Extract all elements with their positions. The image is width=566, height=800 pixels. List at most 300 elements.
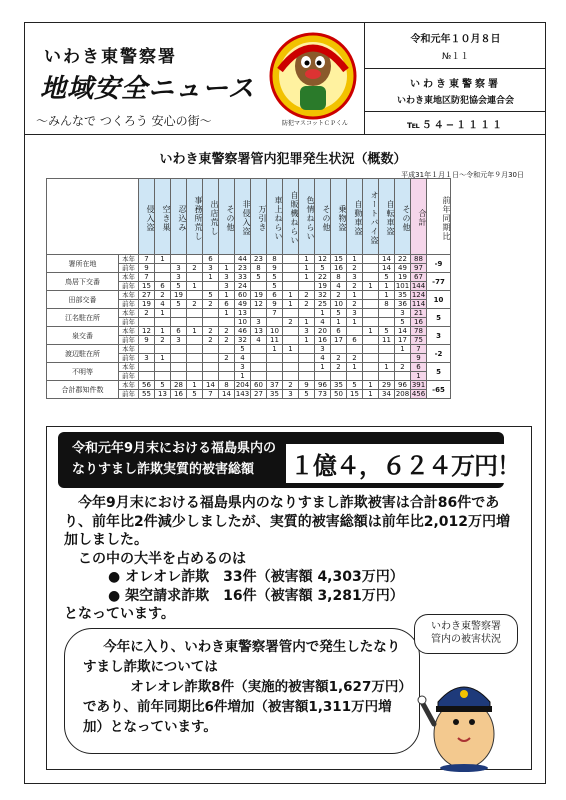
- stat-cell: 16: [171, 390, 187, 399]
- year-label: 前年: [119, 354, 139, 363]
- stat-cell: 1: [331, 318, 347, 327]
- stat-cell: [203, 363, 219, 372]
- stat-cell: 32: [235, 336, 251, 345]
- stat-cell: [187, 255, 203, 264]
- stat-cell: [299, 372, 315, 381]
- stat-cell: [299, 282, 315, 291]
- stat-cell: 33: [235, 273, 251, 282]
- year-label: 前年: [119, 318, 139, 327]
- stat-cell: [187, 372, 203, 381]
- column-header: 非侵入盗: [235, 179, 251, 255]
- mascot-cp-kun-logo: [266, 30, 360, 130]
- stat-cell: 23: [251, 255, 267, 264]
- stat-cell: [187, 309, 203, 318]
- header-divider: [24, 134, 546, 135]
- stat-cell: 73: [315, 390, 331, 399]
- stat-cell: 10: [267, 327, 283, 336]
- telephone: ℡５４−１１１１: [406, 120, 505, 131]
- stat-cell: [331, 372, 347, 381]
- stat-cell: 7: [411, 345, 427, 354]
- stat-cell: 2: [347, 300, 363, 309]
- column-header: 忍込み: [171, 179, 187, 255]
- stat-cell: [203, 372, 219, 381]
- local-damage-callout: [64, 628, 420, 754]
- year-label: 本年: [119, 363, 139, 372]
- stat-cell: 1: [219, 309, 235, 318]
- stat-cell: [171, 372, 187, 381]
- stat-cell: [203, 345, 219, 354]
- stat-cell: [363, 300, 379, 309]
- stat-cell: 1: [347, 291, 363, 300]
- stat-cell: 25: [315, 300, 331, 309]
- stat-cell: [363, 255, 379, 264]
- stat-cell: 3: [283, 390, 299, 399]
- column-header: 前年同期比: [427, 179, 451, 255]
- stat-cell: [363, 309, 379, 318]
- paragraph: 今年9月末における福島県内のなりすまし詐欺被害は合計86件であり、前年比2件減少しましたが、実質的被害総額は前年比2,012万円増加しました。: [64, 495, 511, 548]
- stat-cell: [155, 264, 171, 273]
- stat-cell: 1: [283, 291, 299, 300]
- stat-cell: 9: [139, 336, 155, 345]
- stat-cell: 8: [331, 273, 347, 282]
- stat-cell: [251, 372, 267, 381]
- stat-cell: [283, 309, 299, 318]
- column-header: 合計: [411, 179, 427, 255]
- stat-cell: [267, 318, 283, 327]
- stat-cell: 6: [171, 327, 187, 336]
- stat-cell: 9: [139, 264, 155, 273]
- column-header: 車上ねらい: [267, 179, 283, 255]
- stat-cell: 1: [315, 309, 331, 318]
- stat-cell: [283, 255, 299, 264]
- stat-cell: 2: [299, 291, 315, 300]
- article-body: [64, 494, 524, 624]
- year-label: 本年: [119, 345, 139, 354]
- stat-cell: 5: [347, 381, 363, 390]
- stat-cell: [171, 354, 187, 363]
- stat-cell: 16: [411, 318, 427, 327]
- year-label: 本年: [119, 327, 139, 336]
- stat-cell: 97: [411, 264, 427, 273]
- stat-cell: 27: [251, 390, 267, 399]
- stat-cell: [363, 336, 379, 345]
- area-name: 田部交番: [47, 291, 119, 309]
- stat-cell: [379, 345, 395, 354]
- stat-cell: 50: [331, 390, 347, 399]
- newsletter-title: 地域安全ニュース: [40, 74, 255, 104]
- stat-cell: [139, 345, 155, 354]
- divider: [365, 111, 546, 112]
- stat-cell: [331, 345, 347, 354]
- stat-cell: 5: [171, 282, 187, 291]
- year-label: 前年: [119, 336, 139, 345]
- stat-cell: 5: [299, 390, 315, 399]
- stat-cell: 3: [171, 336, 187, 345]
- stat-cell: [219, 318, 235, 327]
- yoy-diff: -2: [427, 345, 451, 363]
- stat-cell: 29: [379, 381, 395, 390]
- stat-cell: 1: [155, 327, 171, 336]
- stat-cell: 13: [155, 390, 171, 399]
- stat-cell: 391: [411, 381, 426, 389]
- stat-cell: 7: [139, 255, 155, 264]
- stat-cell: 14: [379, 255, 395, 264]
- stat-cell: 2: [283, 381, 299, 390]
- stat-cell: 3: [251, 318, 267, 327]
- stat-cell: 1: [299, 255, 315, 264]
- stat-cell: 7: [203, 390, 219, 399]
- stat-cell: 1: [187, 282, 203, 291]
- year-label: 前年: [119, 390, 139, 399]
- stat-cell: 6: [347, 336, 363, 345]
- stat-cell: 10: [235, 318, 251, 327]
- stat-cell: 144: [411, 282, 426, 290]
- stat-cell: [187, 354, 203, 363]
- stat-cell: [283, 336, 299, 345]
- area-name: 不明等: [47, 363, 119, 381]
- stat-cell: 37: [267, 381, 283, 390]
- speech-bubble: [414, 614, 518, 654]
- stat-cell: 3: [203, 264, 219, 273]
- bubble-line: いわき東警察署: [431, 621, 501, 632]
- stat-cell: 35: [267, 390, 283, 399]
- stat-cell: [219, 255, 235, 264]
- stat-cell: 75: [411, 336, 427, 345]
- column-header: その他: [315, 179, 331, 255]
- year-label: 本年: [119, 255, 139, 264]
- stat-cell: [251, 363, 267, 372]
- stat-cell: 5: [251, 273, 267, 282]
- stat-cell: 1: [347, 318, 363, 327]
- yoy-diff: -9: [427, 255, 451, 273]
- stat-cell: 13: [235, 309, 251, 318]
- year-label: 前年: [119, 264, 139, 273]
- stat-cell: 28: [171, 381, 187, 390]
- stats-period: 平成31年１月１日〜令和元年９月30日: [401, 171, 524, 179]
- stat-cell: 2: [347, 354, 363, 363]
- stat-cell: 6: [203, 255, 219, 264]
- stat-cell: 3: [315, 345, 331, 354]
- stat-cell: [187, 273, 203, 282]
- stat-cell: 36: [395, 300, 411, 309]
- stat-cell: [203, 309, 219, 318]
- table-row: [47, 291, 451, 300]
- stat-cell: 19: [315, 282, 331, 291]
- callout-text: 今年に入り、いわき東警察署管内で発生したなりすまし詐欺については: [83, 639, 401, 675]
- column-header: その他: [219, 179, 235, 255]
- year-label: 前年: [119, 372, 139, 381]
- stat-cell: [283, 282, 299, 291]
- headline-line-1: 令和元年9月末における福島県内の: [72, 441, 277, 456]
- stat-cell: 2: [139, 309, 155, 318]
- stat-cell: [155, 372, 171, 381]
- stat-cell: [379, 318, 395, 327]
- stat-cell: 9: [411, 354, 427, 363]
- stat-cell: 1: [363, 390, 379, 399]
- stat-cell: [155, 318, 171, 327]
- stat-cell: [171, 345, 187, 354]
- stat-cell: [379, 372, 395, 381]
- stat-cell: 23: [235, 264, 251, 273]
- stat-cell: 1: [283, 300, 299, 309]
- stat-cell: [363, 354, 379, 363]
- stat-cell: 1: [411, 372, 427, 381]
- stat-cell: 1: [219, 291, 235, 300]
- stat-cell: 56: [139, 381, 155, 390]
- stat-cell: [187, 291, 203, 300]
- area-name: 合計郡知件数: [47, 381, 119, 399]
- stat-cell: 1: [395, 345, 411, 354]
- paragraph: この中の大半を占めるのは: [78, 550, 246, 567]
- stat-cell: 1: [203, 273, 219, 282]
- tagline: 〜みんなで つくろう 安心の街〜: [36, 114, 212, 128]
- divider: [365, 68, 546, 69]
- stat-cell: 1: [283, 345, 299, 354]
- year-label: 本年: [119, 273, 139, 282]
- area-name: 鳥居下交番: [47, 273, 119, 291]
- stat-cell: 1: [363, 327, 379, 336]
- issue-date: 令和元年１０月８日: [410, 34, 501, 45]
- stats-title: いわき東警察署管内犯罪発生状況（概数）: [159, 152, 407, 167]
- stat-cell: 8: [251, 264, 267, 273]
- column-header: 侵入盗: [139, 179, 155, 255]
- table-corner-cell: [47, 179, 139, 255]
- stat-cell: 3: [347, 273, 363, 282]
- year-label: 前年: [119, 282, 139, 291]
- stat-cell: 1: [315, 363, 331, 372]
- stat-cell: 2: [187, 264, 203, 273]
- stat-cell: [347, 327, 363, 336]
- stat-cell: 1: [363, 282, 379, 291]
- stat-cell: 2: [203, 336, 219, 345]
- stat-cell: 3: [299, 327, 315, 336]
- stat-cell: [363, 363, 379, 372]
- stat-cell: 5: [155, 381, 171, 390]
- area-name: 江名駐在所: [47, 309, 119, 327]
- stat-cell: 8: [379, 300, 395, 309]
- stat-cell: 2: [299, 300, 315, 309]
- stat-cell: [363, 273, 379, 282]
- issue-info-box: [364, 22, 546, 134]
- stat-cell: 17: [395, 336, 411, 345]
- stat-cell: 24: [235, 282, 251, 291]
- stat-cell: 1: [155, 354, 171, 363]
- stat-cell: 12: [251, 300, 267, 309]
- stat-cell: 3: [171, 273, 187, 282]
- column-header: 色情ねらい: [299, 179, 315, 255]
- stat-cell: [283, 264, 299, 273]
- stat-cell: [363, 372, 379, 381]
- stat-cell: 6: [155, 282, 171, 291]
- stat-cell: 14: [395, 327, 411, 336]
- stat-cell: 5: [171, 300, 187, 309]
- stat-cell: [203, 354, 219, 363]
- stat-cell: [363, 291, 379, 300]
- stat-cell: 1: [363, 381, 379, 390]
- stat-cell: 456: [411, 390, 426, 398]
- stat-cell: 11: [267, 336, 283, 345]
- stat-cell: 5: [395, 318, 411, 327]
- stat-cell: 5: [315, 264, 331, 273]
- stat-cell: 143: [235, 390, 250, 398]
- stat-cell: 5: [267, 282, 283, 291]
- stat-cell: 2: [219, 336, 235, 345]
- stat-cell: 35: [395, 291, 411, 300]
- stat-cell: 1: [299, 318, 315, 327]
- stat-cell: [299, 345, 315, 354]
- stat-cell: [139, 318, 155, 327]
- stat-cell: 15: [331, 255, 347, 264]
- stat-cell: 14: [379, 264, 395, 273]
- stat-cell: [251, 309, 267, 318]
- stat-cell: 3: [219, 282, 235, 291]
- police-mascot-illustration: [416, 664, 506, 774]
- stat-cell: [219, 372, 235, 381]
- stat-cell: 32: [315, 291, 331, 300]
- column-header: その他: [395, 179, 411, 255]
- stat-cell: 5: [331, 309, 347, 318]
- station-name: いわき東警察署: [44, 47, 177, 67]
- bullet-ore-ore: ● オレオレ詐欺 33件（被害額 4,303万円）: [108, 569, 404, 585]
- table-header-row: [47, 179, 451, 255]
- stat-cell: 1: [299, 264, 315, 273]
- yoy-diff: -65: [427, 381, 451, 399]
- stat-cell: 1: [235, 372, 251, 381]
- stat-cell: [219, 363, 235, 372]
- stat-cell: [379, 309, 395, 318]
- stat-cell: 3: [395, 309, 411, 318]
- stat-cell: 2: [347, 264, 363, 273]
- masthead: [30, 28, 266, 128]
- stat-cell: 27: [139, 291, 155, 300]
- stat-cell: 12: [315, 255, 331, 264]
- stat-cell: 2: [219, 327, 235, 336]
- stat-cell: [155, 273, 171, 282]
- headline-line-2: なりすまし詐欺実質的被害総額: [72, 462, 255, 477]
- stat-cell: [347, 372, 363, 381]
- stat-cell: 3: [347, 309, 363, 318]
- stat-cell: 10: [331, 300, 347, 309]
- callout-text: オレオレ詐欺8件（実施的被害額1,627万円）であり、前年同期比6件増加（被害額1,311万円増加）となっています。: [83, 679, 406, 735]
- stat-cell: [171, 255, 187, 264]
- stat-cell: 1: [379, 291, 395, 300]
- stat-cell: [379, 354, 395, 363]
- paragraph: となっています。: [64, 606, 175, 622]
- stat-cell: 8: [267, 255, 283, 264]
- stat-cell: 7: [267, 309, 283, 318]
- column-header: オートバイ盗: [363, 179, 379, 255]
- stat-cell: 2: [219, 354, 235, 363]
- stat-cell: [347, 345, 363, 354]
- stat-cell: 19: [171, 291, 187, 300]
- stat-cell: 1: [299, 273, 315, 282]
- stat-cell: [283, 363, 299, 372]
- stat-cell: 4: [155, 300, 171, 309]
- stat-cell: 204: [235, 381, 250, 389]
- stat-cell: 2: [331, 354, 347, 363]
- stat-cell: 14: [203, 381, 219, 390]
- year-label: 本年: [119, 309, 139, 318]
- stat-cell: 6: [331, 327, 347, 336]
- stat-cell: [299, 354, 315, 363]
- stat-cell: 4: [235, 354, 251, 363]
- stat-cell: [363, 264, 379, 273]
- stat-cell: [251, 354, 267, 363]
- column-header: 出店荒し: [203, 179, 219, 255]
- stat-cell: [187, 345, 203, 354]
- stat-cell: [139, 372, 155, 381]
- area-name: 渡辺駐在所: [47, 345, 119, 363]
- stat-cell: 49: [235, 300, 251, 309]
- stat-cell: 88: [411, 255, 427, 264]
- stat-cell: 1: [187, 327, 203, 336]
- stat-cell: [155, 363, 171, 372]
- headline-text: [72, 438, 322, 480]
- damage-amount: １億４，６２４万円！: [286, 444, 524, 483]
- stat-cell: 60: [251, 381, 267, 390]
- stat-cell: [171, 318, 187, 327]
- stat-cell: [283, 327, 299, 336]
- mascot-caption: 防犯マスコットＣＰくん: [282, 120, 348, 127]
- stat-cell: 114: [411, 300, 426, 308]
- column-header: 自販機ねらい: [283, 179, 299, 255]
- stat-cell: 2: [203, 300, 219, 309]
- stat-cell: [395, 372, 411, 381]
- org-association: いわき東地区防犯協会連合会: [396, 96, 514, 106]
- stat-cell: 2: [203, 327, 219, 336]
- stat-cell: 1: [347, 255, 363, 264]
- yoy-diff: 5: [427, 363, 451, 381]
- year-label: 本年: [119, 291, 139, 300]
- stat-cell: 4: [315, 318, 331, 327]
- stat-cell: 1: [347, 363, 363, 372]
- stat-cell: [171, 363, 187, 372]
- stat-cell: 2: [395, 363, 411, 372]
- issue-number: №１１: [441, 52, 470, 62]
- table-row: [47, 363, 451, 372]
- stat-cell: 7: [139, 273, 155, 282]
- stat-cell: 34: [379, 390, 395, 399]
- area-name: 泉交番: [47, 327, 119, 345]
- stat-cell: 3: [171, 264, 187, 273]
- year-label: 本年: [119, 381, 139, 390]
- stat-cell: 3: [235, 363, 251, 372]
- stat-cell: 60: [235, 291, 251, 300]
- stat-cell: [299, 363, 315, 372]
- stat-cell: [283, 273, 299, 282]
- column-header: 自動車盗: [347, 179, 363, 255]
- stat-cell: 1: [155, 255, 171, 264]
- stat-cell: 22: [315, 273, 331, 282]
- bullet-fictitious-billing: ● 架空請求詐欺 16件（被害額 3,281万円）: [108, 587, 404, 604]
- stat-cell: [363, 345, 379, 354]
- stat-cell: [315, 372, 331, 381]
- column-header: 空き巣: [155, 179, 171, 255]
- column-header: 自転車盗: [379, 179, 395, 255]
- stat-cell: 2: [283, 318, 299, 327]
- stat-cell: 6: [411, 363, 427, 372]
- stat-cell: 9: [267, 300, 283, 309]
- stat-cell: 96: [395, 381, 411, 390]
- stat-cell: [187, 363, 203, 372]
- stat-cell: [267, 363, 283, 372]
- stat-cell: [395, 354, 411, 363]
- stat-cell: 1: [379, 363, 395, 372]
- stat-cell: 5: [203, 291, 219, 300]
- stat-cell: 67: [411, 273, 427, 282]
- stat-cell: 5: [379, 327, 395, 336]
- stat-cell: 78: [411, 327, 427, 336]
